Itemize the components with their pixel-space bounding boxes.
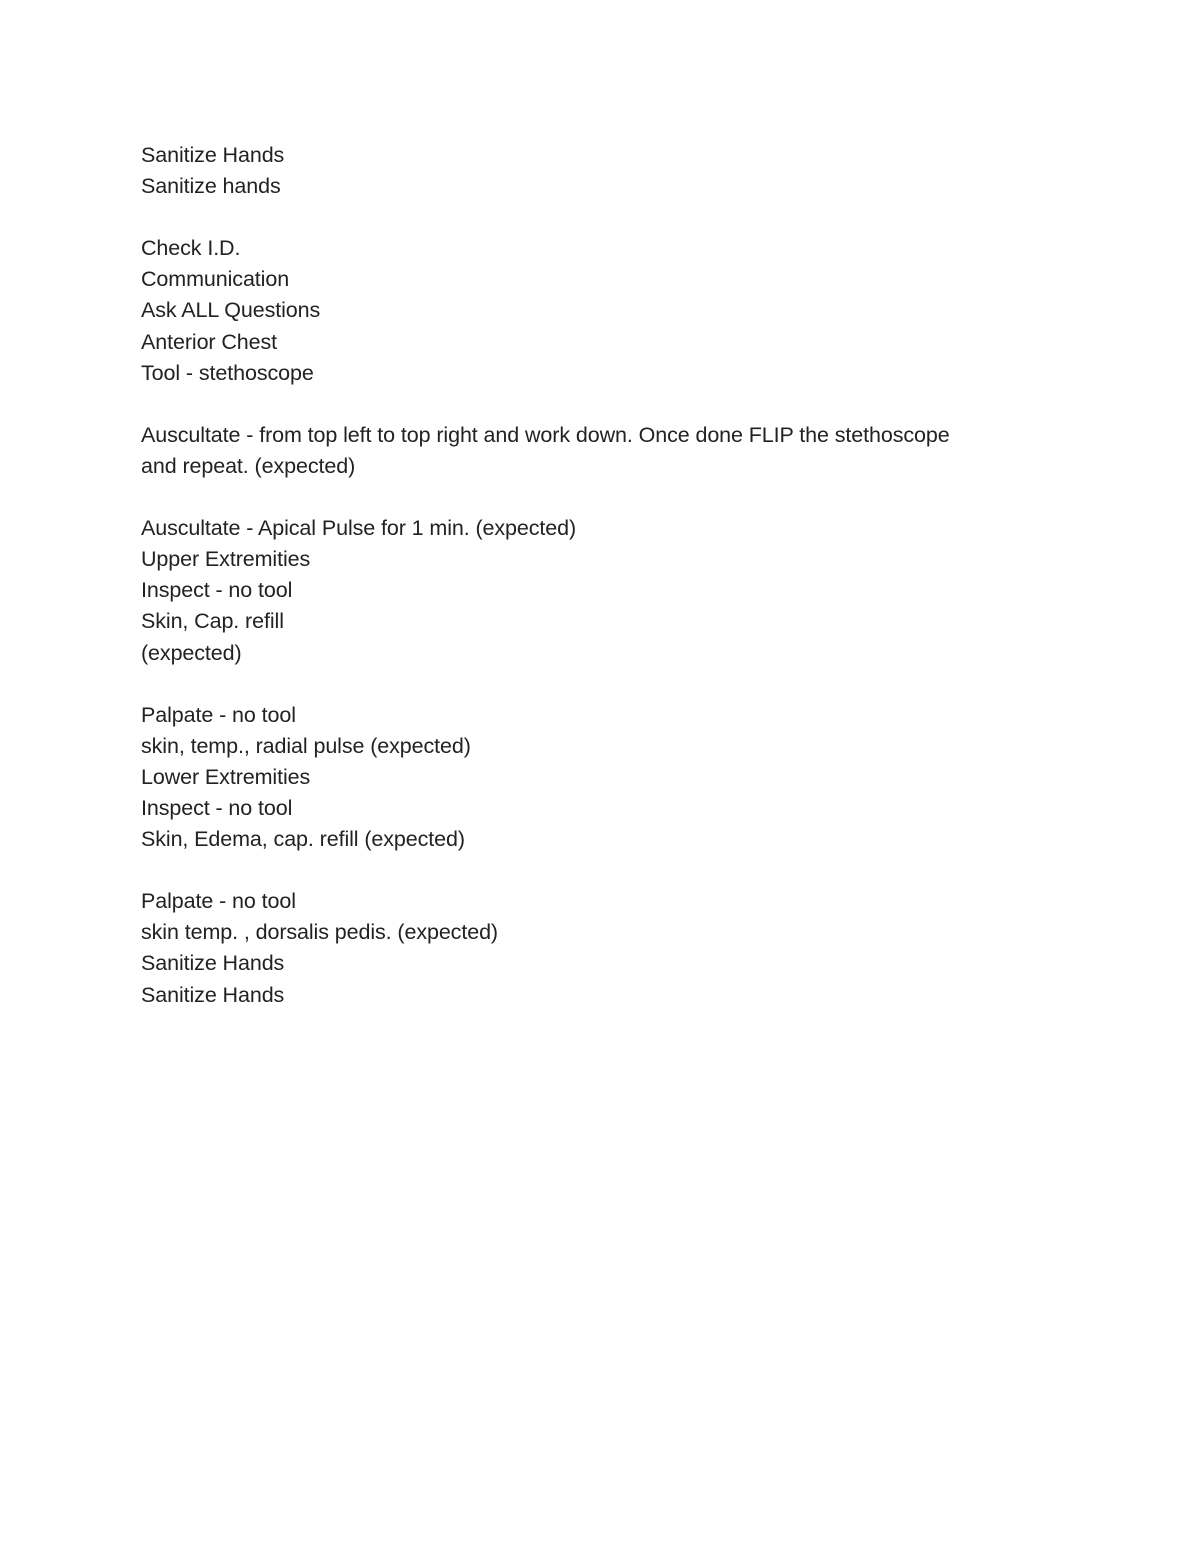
line-expected: (expected) <box>141 640 242 665</box>
line-auscultate-chest-continued: and repeat. (expected) <box>141 453 356 478</box>
line-palpate-upper: Palpate - no tool <box>141 702 296 727</box>
blank-line <box>141 389 1061 420</box>
line-upper-extremities: Upper Extremities <box>141 547 311 572</box>
line-radial-pulse: skin, temp., radial pulse (expected) <box>141 733 471 758</box>
blank-line <box>141 482 1061 513</box>
line-auscultate-chest: Auscultate - from top left to top right and work down. Once done FLIP the stethoscope <box>141 422 950 447</box>
line-inspect-lower: Inspect - no tool <box>141 795 293 820</box>
line-check-id: Check I.D. <box>141 236 241 261</box>
line-sanitize-hands-1: Sanitize Hands <box>141 143 285 167</box>
line-communication: Communication <box>141 267 290 292</box>
line-dorsalis-pedis: skin temp. , dorsalis pedis. (expected) <box>141 920 498 945</box>
blank-line <box>141 669 1061 700</box>
line-sanitize-hands-2: Sanitize hands <box>141 174 281 199</box>
document-body <box>141 140 1061 1011</box>
line-anterior-chest: Anterior Chest <box>141 329 278 354</box>
line-palpate-lower: Palpate - no tool <box>141 889 296 914</box>
blank-line <box>141 202 1061 233</box>
line-sanitize-hands-3: Sanitize Hands <box>141 951 285 976</box>
line-skin-edema: Skin, Edema, cap. refill (expected) <box>141 827 465 852</box>
line-skin-cap-refill: Skin, Cap. refill <box>141 609 284 634</box>
blank-line <box>141 855 1061 886</box>
line-inspect-upper: Inspect - no tool <box>141 578 293 603</box>
line-ask-all-questions: Ask ALL Questions <box>141 298 321 323</box>
line-tool-stethoscope: Tool - stethoscope <box>141 360 314 385</box>
line-auscultate-apical-pulse: Auscultate - Apical Pulse for 1 min. (expected) <box>141 516 577 541</box>
line-sanitize-hands-4: Sanitize Hands <box>141 982 285 1007</box>
line-lower-extremities: Lower Extremities <box>141 764 311 789</box>
